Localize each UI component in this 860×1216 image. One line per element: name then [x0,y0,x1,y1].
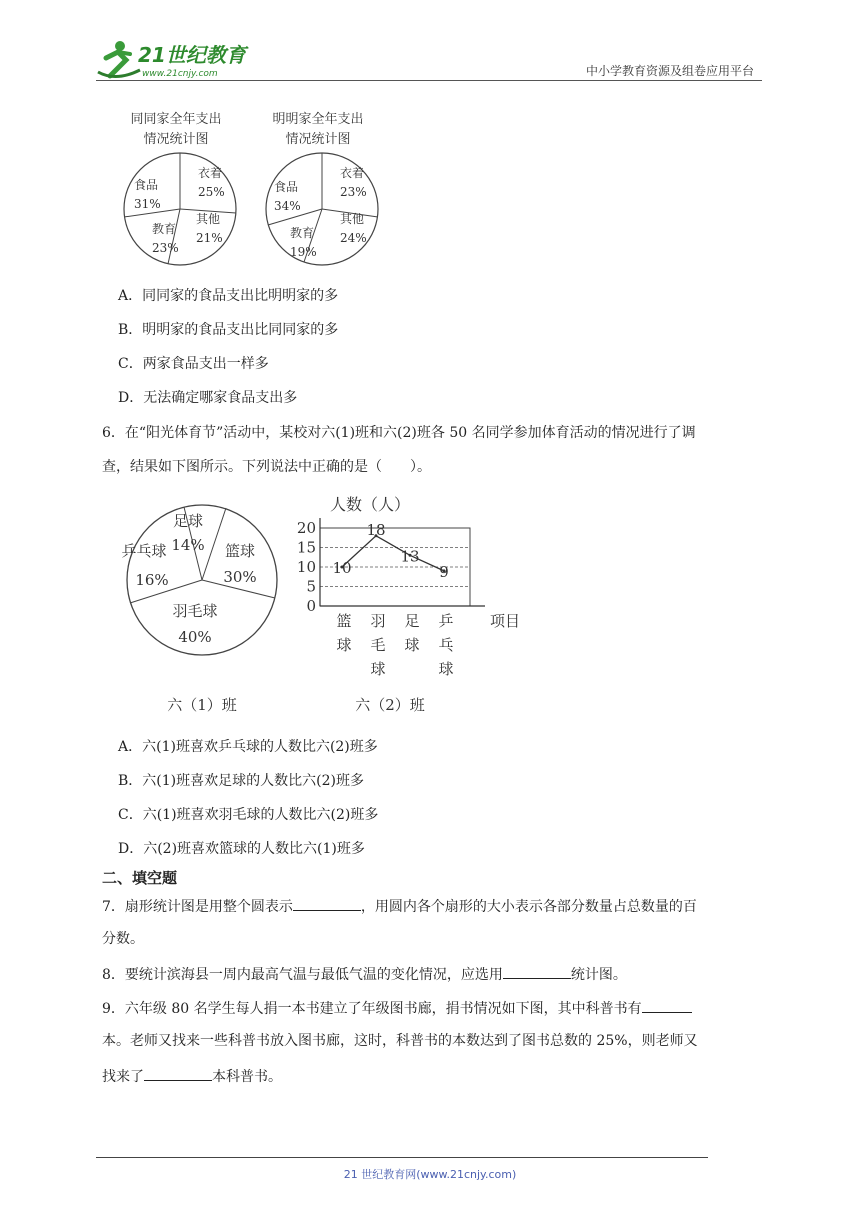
q8-blank[interactable] [503,963,571,979]
chart1-slice-value: 31% [134,197,161,211]
chart1-slice-label: 其他 [196,212,221,226]
chart2-slice-value: 24% [340,231,367,245]
chart1-slice-label: 食品 [134,178,159,192]
q9-line1 [102,997,692,1019]
header-divider [96,80,762,81]
q7-line1 [102,895,697,917]
q5-option-d: D．无法确定哪家食品支出多 [118,390,298,406]
chart1-title-line2: 情况统计图 [143,132,209,147]
q8-text: 统计图。 [570,967,627,983]
y-tick-label: 10 [296,558,316,576]
data-label: 10 [332,559,352,577]
q9-blank-1[interactable] [642,997,692,1013]
chart2-slice-value: 34% [274,199,301,213]
class1-slice-label: 足球 [172,512,204,530]
y-tick-label: 15 [296,538,316,557]
q9-text: 9．六年级 80 名学生每人捐一本书建立了年级图书廊，捐书情况如下图，其中科普书有 [102,1001,642,1017]
class1-slice-label: 羽毛球 [172,602,218,620]
runner-icon [98,41,140,77]
chart2-slice-label: 教育 [290,226,315,240]
y-tick-label: 20 [296,519,316,537]
x-tick-label: 篮球 [336,612,352,654]
q8-text: 8．要统计滨海县一周内最高气温与最低气温的变化情况，应选用 [102,967,503,983]
class1-caption: 六（1）班 [167,696,237,714]
class1-slice-label: 乒乓球 [121,542,167,560]
q7-text: ，用圆内各个扇形的大小表示各部分数量占总数量的百 [360,899,697,915]
chart1-slice-value: 25% [198,185,225,199]
footer-divider [96,1157,708,1158]
class1-slice-value: 30% [223,568,257,586]
y-tick-label: 5 [306,577,316,596]
site-logo [96,38,261,82]
logo-url: www.21cnjy.com [142,69,218,79]
data-label: 9 [439,562,449,581]
class1-slice-value: 16% [135,571,169,589]
q6-charts [110,488,540,718]
chart2-title-line2: 情况统计图 [285,132,351,147]
y-tick-label: 0 [306,597,316,615]
q6-stem-line1: 6．在“阳光体育节”活动中，某校对六(1)班和六(2)班各 50 名同学参加体育活动的情况进行了调 [102,425,696,441]
q7-blank[interactable] [293,895,361,911]
q6-option-d: D．六(2)班喜欢篮球的人数比六(1)班多 [118,841,365,857]
section-title: 二、填空题 [102,869,178,887]
chart1-slice-label: 衣着 [198,166,223,180]
chart2-title-line1: 明明家全年支出 [272,112,364,127]
footer-text: 21 世纪教育网(www.21cnjy.com) [343,1168,517,1181]
q9-text: 找来了 [102,1069,144,1085]
q5-option-b: B．明明家的食品支出比同同家的多 [118,322,339,338]
q6-option-b: B．六(1)班喜欢足球的人数比六(2)班多 [118,773,364,789]
q9-line3 [102,1065,282,1087]
chart1-slice-value: 23% [152,241,179,255]
class2-caption: 六（2）班 [355,696,425,714]
x-tick-label: 羽毛球 [370,612,386,678]
class1-slice-label: 篮球 [224,542,256,560]
chart1-title-line1: 同同家全年支出 [130,112,222,127]
q6-option-c: C．六(1)班喜欢羽毛球的人数比六(2)班多 [118,807,379,823]
chart2-slice-label: 衣着 [340,166,365,180]
logo-text: 21世纪教育 [138,43,246,67]
chart2-slice-label: 其他 [340,212,365,226]
chart2-slice-value: 19% [290,245,317,259]
x-tick-label: 乒乓球 [438,612,454,678]
q7-line2: 分数。 [102,931,144,947]
class1-slice-value: 40% [178,628,212,646]
data-label: 13 [400,547,420,566]
series-line [342,536,444,571]
x-axis-label: 项目 [489,612,521,630]
q9-blank-2[interactable] [144,1065,212,1081]
q9-text: 本科普书。 [212,1069,282,1085]
q6-stem-line2: 查，结果如下图所示。下列说法中正确的是（ ）。 [102,459,431,475]
data-label: 18 [366,520,386,539]
x-tick-label: 足球 [404,612,420,654]
chart2-slice-value: 23% [340,185,367,199]
class2-ylabel: 人数（人） [329,495,411,514]
q5-charts [118,105,388,275]
header-platform-text: 中小学教育资源及组卷应用平台 [585,64,754,78]
chart1-slice-value: 21% [196,231,223,245]
q9-line2: 本。老师又找来一些科普书放入图书廊，这时，科普书的本数达到了图书总数的 25%，则老师又 [102,1033,698,1049]
q5-option-a: A．同同家的食品支出比明明家的多 [118,288,339,304]
q5-option-c: C．两家食品支出一样多 [118,356,269,372]
chart1-slice-label: 教育 [152,222,177,236]
class2-line-chart [297,518,520,678]
chart2-slice-label: 食品 [274,180,299,194]
q8-line [102,963,627,985]
q7-text: 7．扇形统计图是用整个圆表示 [102,899,293,915]
class1-slice-value: 14% [171,536,205,554]
q6-option-a: A．六(1)班喜欢乒乓球的人数比六(2)班多 [118,739,378,755]
